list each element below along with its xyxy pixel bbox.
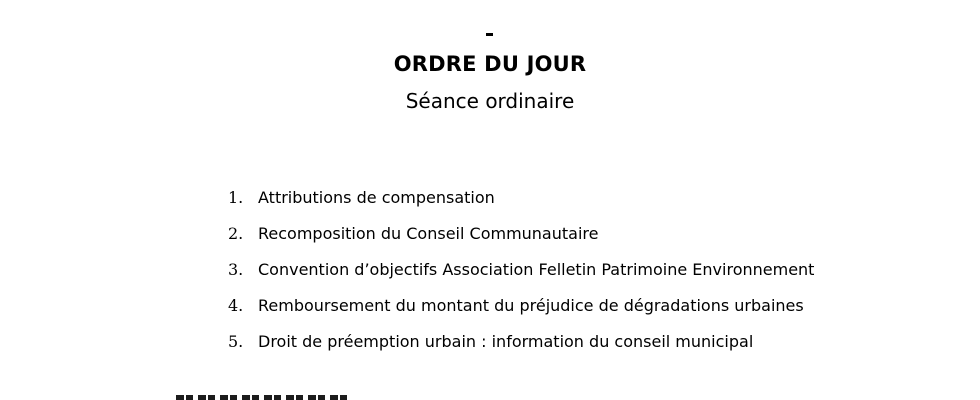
agenda-item-text: Recomposition du Conseil Communautaire: [258, 224, 599, 243]
agenda-item-text: Remboursement du montant du préjudice de dégradations urbaines: [258, 296, 804, 315]
page-title: ORDRE DU JOUR: [393, 52, 587, 76]
agenda-item-number: 1.: [228, 188, 244, 207]
agenda-item-number: 4.: [228, 296, 244, 315]
agenda-item-text: Convention d’objectifs Association Felletin Patrimoine Environnement: [258, 260, 815, 279]
agenda-item-text: Attributions de compensation: [258, 188, 495, 207]
cropped-header-line: [318, 0, 662, 5]
cropped-footer-text: [176, 395, 348, 400]
agenda-item-number: 2.: [228, 224, 244, 243]
page-subtitle: Séance ordinaire: [405, 89, 575, 113]
agenda-item-number: 5.: [228, 332, 244, 351]
agenda-item-text: Droit de préemption urbain : information du conseil municipal: [258, 332, 754, 351]
agenda-item-number: 3.: [228, 260, 244, 279]
separator-dash: [486, 33, 493, 36]
